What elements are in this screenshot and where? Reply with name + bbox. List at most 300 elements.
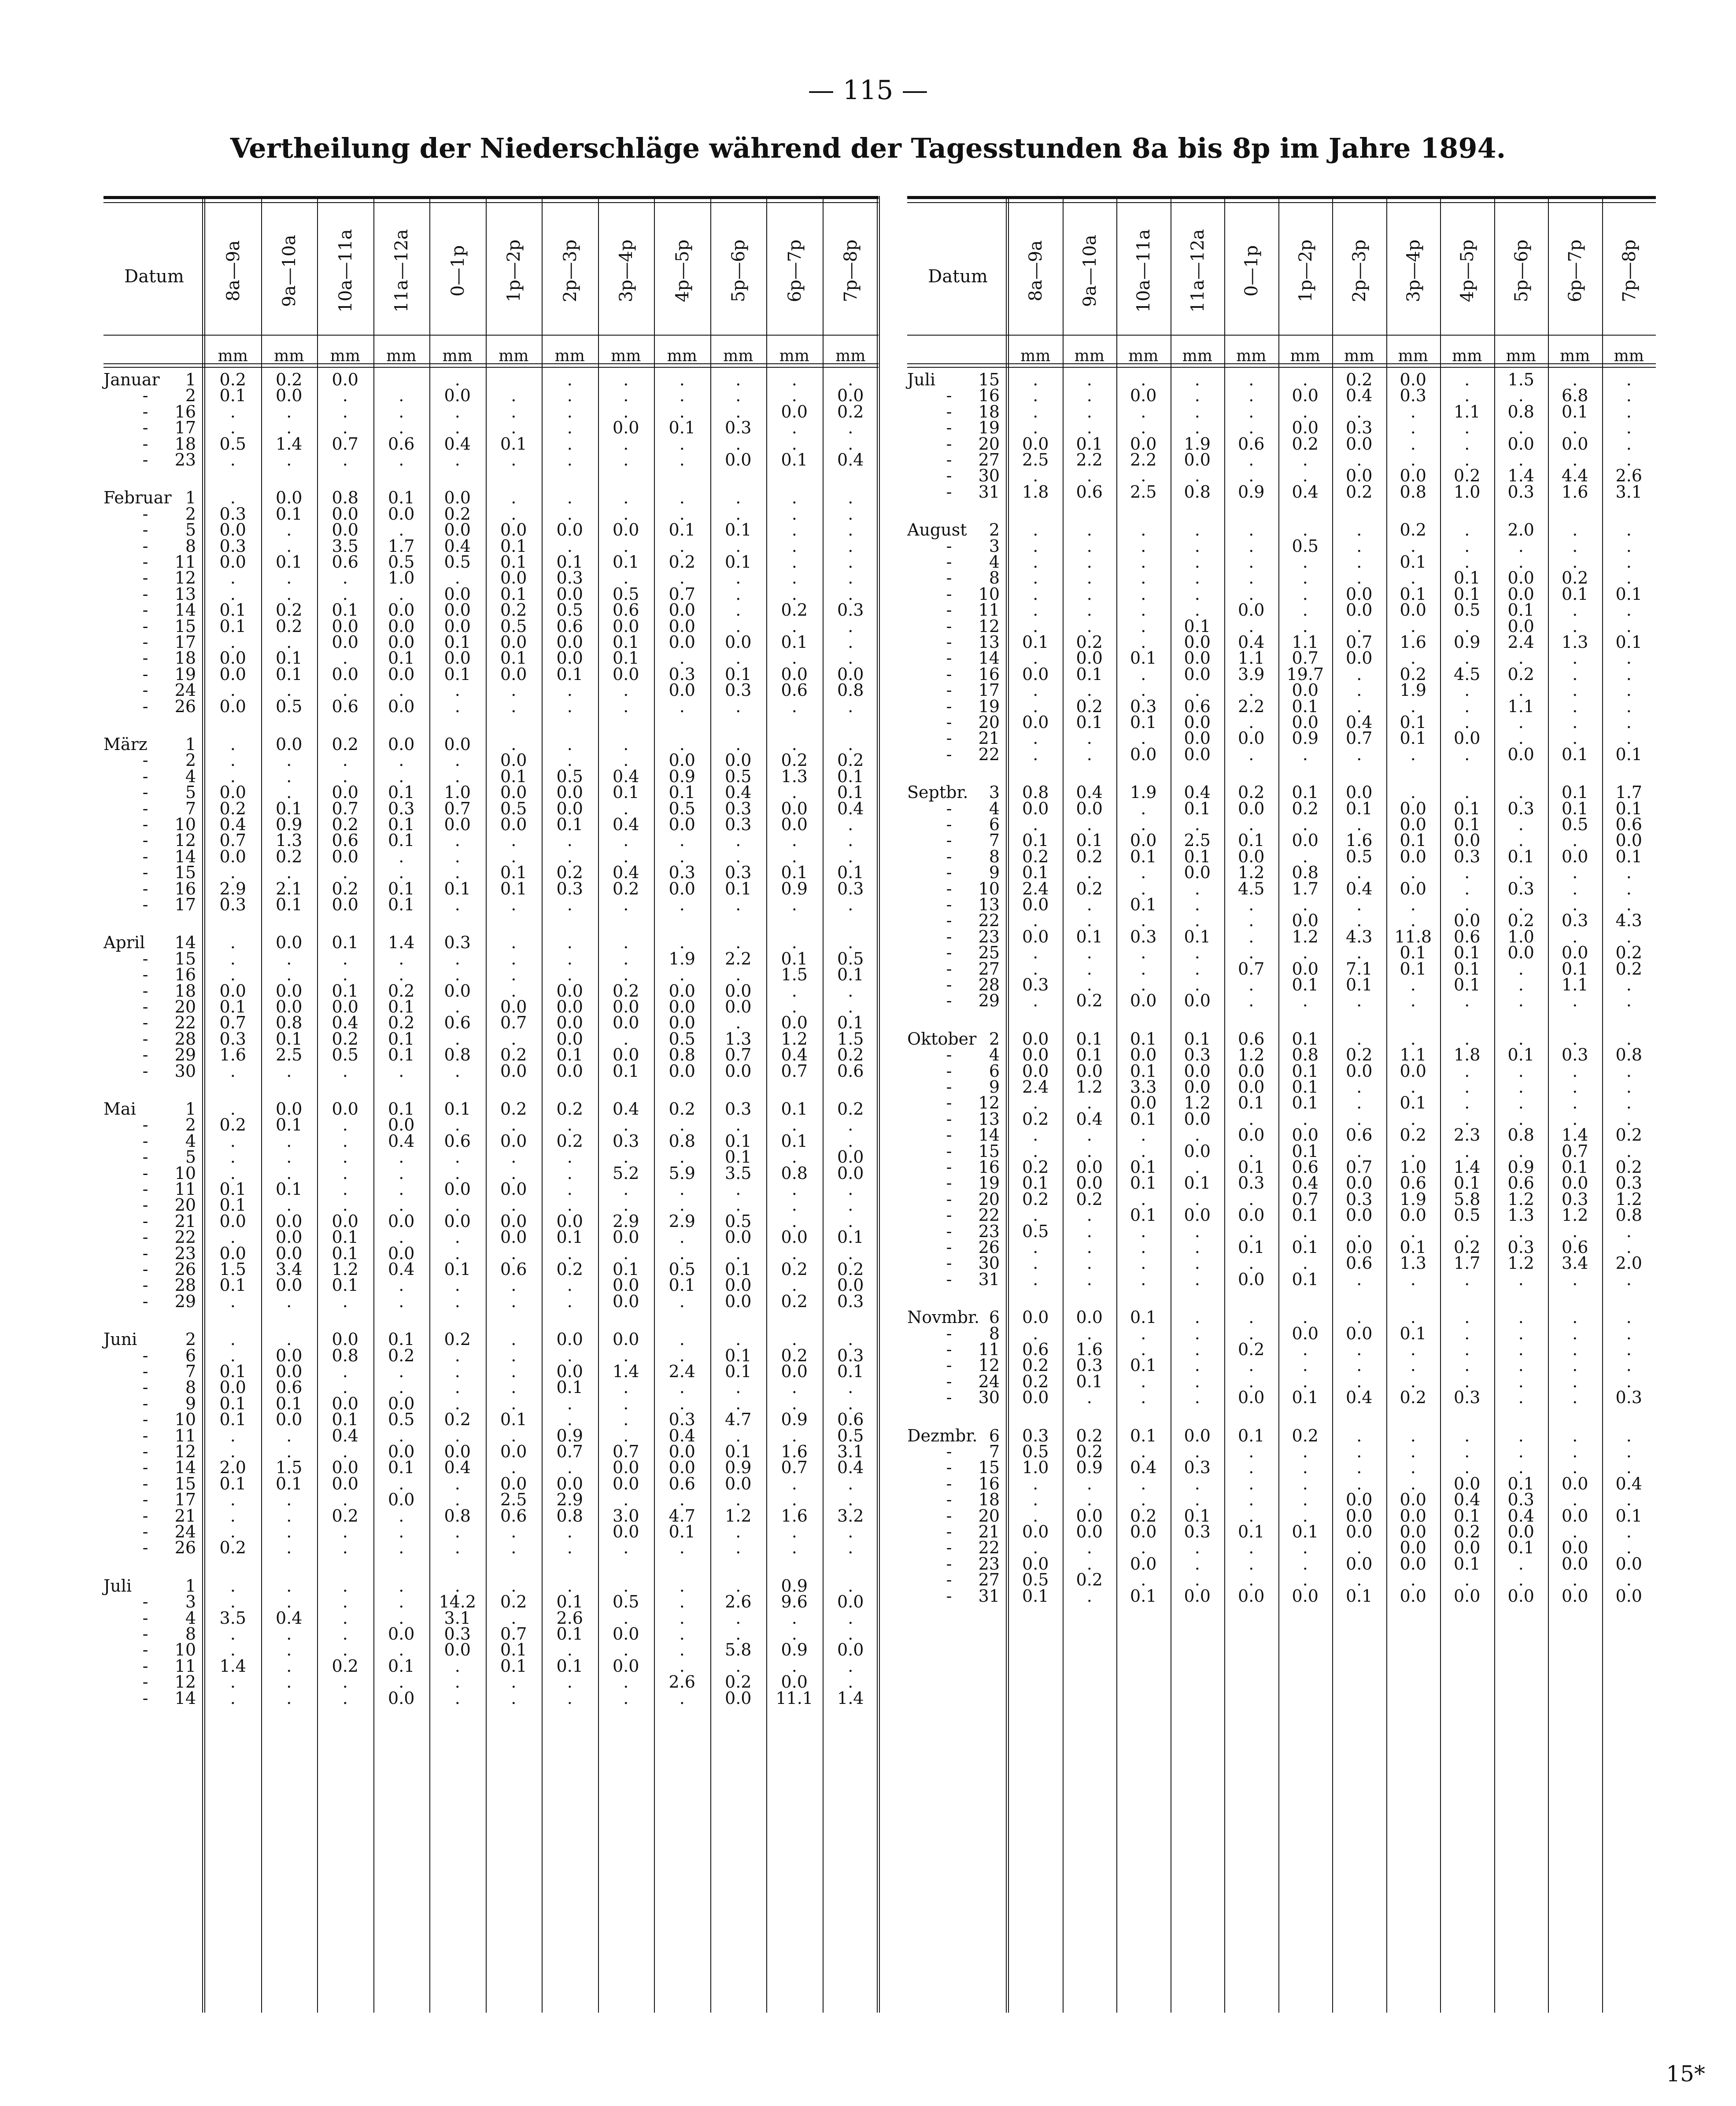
table-cell: 0.0	[669, 1061, 695, 1081]
day-number: 19	[978, 1173, 1000, 1193]
table-cell: .	[454, 1243, 460, 1263]
unit-label: mm	[218, 347, 248, 365]
table-cell: 0.1	[1454, 1506, 1481, 1526]
table-cell: .	[1141, 1221, 1146, 1241]
table-cell: .	[1626, 434, 1632, 454]
table-cell: 0.1	[1562, 798, 1588, 818]
table-cell: .	[1518, 1221, 1524, 1241]
table-cell: .	[1248, 1371, 1254, 1391]
day-number: 6	[989, 1308, 1000, 1327]
table-cell: .	[1248, 616, 1254, 636]
table-cell: 2.9	[669, 1211, 695, 1231]
table-cell: 1.2	[1507, 1189, 1534, 1209]
table-row	[103, 997, 879, 1016]
table-cell: .	[623, 1029, 629, 1049]
table-row	[103, 965, 879, 985]
table-cell: 1.7	[388, 536, 415, 556]
day-number: 13	[978, 895, 1000, 914]
table-cell: .	[1410, 1426, 1416, 1445]
table-cell: 1.9	[669, 949, 695, 968]
table-cell: .	[454, 1115, 460, 1135]
table-cell: 0.8	[444, 1045, 471, 1065]
table-cell: .	[399, 965, 404, 985]
day-number: 26	[174, 696, 196, 716]
table-cell: .	[1518, 1340, 1524, 1359]
table-cell: 0.0	[669, 997, 695, 1016]
table-row	[907, 783, 1656, 802]
continuation-dash: -	[142, 879, 148, 898]
table-cell: 0.2	[1076, 846, 1103, 866]
table-cell: 0.0	[669, 1458, 695, 1478]
table-cell: .	[848, 434, 853, 454]
table-cell: .	[1626, 402, 1632, 421]
continuation-dash: -	[946, 1045, 952, 1065]
table-cell: .	[1194, 1157, 1200, 1177]
unit-label: mm	[554, 347, 585, 365]
table-cell: 0.2	[1076, 991, 1103, 1011]
table-cell: 0.2	[500, 1592, 527, 1612]
day-number: 2	[185, 1115, 196, 1135]
table-cell: 0.2	[1454, 1238, 1481, 1257]
table-cell: .	[230, 1576, 236, 1596]
table-cell: 0.1	[276, 648, 303, 668]
table-cell: 0.0	[1238, 798, 1265, 818]
table-cell: .	[1141, 1269, 1146, 1289]
continuation-dash: -	[946, 1554, 952, 1574]
day-number: 13	[978, 632, 1000, 652]
table-cell: .	[1141, 1442, 1146, 1461]
table-cell: .	[454, 1275, 460, 1295]
table-cell: .	[1410, 1356, 1416, 1375]
day-number: 4	[989, 1045, 1000, 1065]
day-number: 3	[989, 536, 1000, 556]
table-cell: 0.0	[1238, 846, 1265, 866]
table-cell: 0.0	[388, 1688, 415, 1708]
continuation-dash: -	[946, 1061, 952, 1081]
table-cell: 0.0	[556, 1029, 583, 1049]
day-number: 27	[978, 450, 1000, 469]
unit-label: mm	[499, 347, 529, 365]
table-cell: .	[1248, 1506, 1254, 1526]
table-cell: 4.7	[725, 1410, 752, 1430]
table-cell: 0.0	[781, 664, 808, 684]
table-cell: .	[1518, 863, 1524, 883]
day-number: 3	[989, 783, 1000, 802]
table-cell: .	[1626, 927, 1632, 946]
table-cell: 0.1	[276, 1115, 303, 1135]
table-cell: 0.0	[1346, 1061, 1373, 1081]
table-cell: 0.0	[332, 997, 358, 1016]
table-cell: .	[1086, 1238, 1092, 1257]
table-cell: 1.3	[781, 766, 808, 786]
continuation-dash: -	[142, 632, 148, 652]
table-cell: 0.0	[669, 879, 695, 898]
table-cell: 1.5	[276, 1458, 303, 1478]
table-row	[103, 520, 879, 540]
table-cell: .	[1626, 1458, 1632, 1478]
table-cell: .	[1086, 1323, 1092, 1343]
table-cell: 0.1	[837, 783, 864, 802]
table-cell: .	[230, 1688, 236, 1708]
table-cell: .	[848, 1538, 853, 1558]
table-cell: 0.0	[276, 1275, 303, 1295]
table-cell: 0.4	[1454, 1490, 1481, 1510]
table-cell: .	[735, 1522, 741, 1541]
table-cell: .	[1356, 815, 1362, 834]
continuation-dash: -	[946, 1221, 952, 1241]
table-cell: 0.0	[1507, 434, 1534, 454]
table-cell: .	[230, 1163, 236, 1183]
table-cell: .	[1356, 1077, 1362, 1097]
table-cell: .	[1248, 991, 1254, 1011]
table-cell: .	[848, 1490, 853, 1510]
table-cell: 0.2	[1292, 798, 1319, 818]
table-cell: 0.0	[837, 386, 864, 406]
table-cell: .	[735, 616, 741, 636]
table-row	[103, 933, 879, 953]
continuation-dash: -	[946, 402, 952, 421]
table-cell: .	[1194, 370, 1200, 389]
table-row	[907, 680, 1656, 700]
table-cell: 0.4	[1346, 879, 1373, 898]
table-cell: .	[454, 696, 460, 716]
table-cell: 0.2	[444, 504, 471, 524]
table-cell: 0.0	[1400, 798, 1426, 818]
day-number: 1	[185, 1576, 196, 1596]
table-cell: .	[791, 504, 797, 524]
table-cell: .	[454, 450, 460, 469]
table-cell: .	[1572, 664, 1578, 684]
table-cell: 0.0	[444, 1211, 471, 1231]
table-row	[907, 1458, 1656, 1478]
table-cell: 0.1	[1292, 1141, 1319, 1161]
table-cell: 0.0	[725, 997, 752, 1016]
table-cell: .	[230, 735, 236, 754]
table-cell: 0.4	[1346, 386, 1373, 406]
table-cell: .	[1572, 1458, 1578, 1478]
table-cell: .	[1141, 1388, 1146, 1408]
day-number: 23	[978, 1221, 1000, 1241]
table-cell: 0.0	[556, 783, 583, 802]
table-cell: 0.0	[444, 815, 471, 834]
table-cell: 0.6	[388, 434, 415, 454]
table-row	[907, 831, 1656, 850]
table-cell: .	[623, 798, 629, 818]
table-cell: .	[1141, 536, 1146, 556]
table-cell: .	[1194, 536, 1200, 556]
day-number: 20	[978, 1189, 1000, 1209]
table-cell: .	[399, 1640, 404, 1660]
table-cell: .	[679, 1330, 685, 1349]
table-cell: .	[1086, 744, 1092, 764]
table-cell: 1.2	[1238, 863, 1265, 883]
table-cell: 0.1	[1130, 846, 1157, 866]
continuation-dash: -	[946, 466, 952, 486]
table-cell: .	[1141, 1538, 1146, 1558]
table-cell: 0.2	[219, 1115, 246, 1135]
continuation-dash: -	[946, 1189, 952, 1209]
table-cell: .	[1410, 1474, 1416, 1493]
table-row	[103, 831, 879, 850]
continuation-dash: -	[946, 879, 952, 898]
table-cell: 0.4	[219, 815, 246, 834]
table-cell: 0.5	[725, 1211, 752, 1231]
table-cell: .	[1518, 713, 1524, 732]
table-cell: 0.1	[1184, 1029, 1211, 1049]
table-cell: 0.7	[1292, 648, 1319, 668]
table-cell: .	[1194, 1189, 1200, 1209]
table-cell: 0.0	[388, 664, 415, 684]
day-number: 16	[174, 402, 196, 421]
table-cell: 0.2	[613, 981, 639, 1001]
table-cell: 0.4	[781, 1045, 808, 1065]
table-cell: .	[1194, 1490, 1200, 1510]
table-cell: 0.2	[500, 1099, 527, 1119]
table-cell: 0.6	[1562, 1238, 1588, 1257]
day-number: 31	[978, 1269, 1000, 1289]
table-cell: 0.0	[444, 735, 471, 754]
table-row	[907, 568, 1656, 588]
table-cell: 0.6	[1346, 1253, 1373, 1273]
day-number: 4	[989, 798, 1000, 818]
table-cell: .	[286, 949, 292, 968]
table-cell: .	[735, 1426, 741, 1445]
table-cell: 0.7	[1346, 728, 1373, 748]
table-cell: 0.4	[444, 434, 471, 454]
column-header: 2p—3p	[560, 239, 580, 303]
table-cell: .	[735, 536, 741, 556]
table-cell: 0.0	[500, 1227, 527, 1247]
day-number: 12	[978, 1093, 1000, 1113]
day-number: 17	[174, 418, 196, 438]
day-number: 15	[174, 863, 196, 883]
table-row	[907, 450, 1656, 469]
table-cell: 0.1	[1184, 616, 1211, 636]
table-cell: .	[511, 1163, 517, 1183]
table-row	[103, 536, 879, 556]
table-cell: 0.1	[1454, 568, 1481, 588]
table-cell: 0.4	[1346, 713, 1373, 732]
day-number: 23	[978, 927, 1000, 946]
table-cell: .	[1194, 1125, 1200, 1145]
table-cell: 0.1	[1238, 1426, 1265, 1445]
table-cell: 0.0	[276, 1410, 303, 1430]
unit-label: mm	[442, 347, 473, 365]
table-cell: .	[511, 386, 517, 406]
table-cell: .	[735, 846, 741, 866]
table-row	[907, 1474, 1656, 1493]
table-cell: 0.0	[388, 1624, 415, 1644]
table-cell: 0.0	[500, 1131, 527, 1151]
table-cell: 1.5	[219, 1260, 246, 1279]
table-cell: 0.0	[613, 520, 639, 540]
table-row	[907, 713, 1656, 732]
table-cell: .	[286, 1688, 292, 1708]
table-cell: 0.1	[1292, 1061, 1319, 1081]
table-cell: .	[791, 1378, 797, 1397]
table-cell: 0.1	[781, 1131, 808, 1151]
table-cell: .	[791, 1522, 797, 1541]
continuation-dash: -	[946, 568, 952, 588]
table-cell: .	[735, 386, 741, 406]
day-number: 5	[185, 520, 196, 540]
table-cell: .	[1518, 1077, 1524, 1097]
table-cell: 2.0	[1507, 520, 1534, 540]
table-row	[907, 1157, 1656, 1177]
table-cell: .	[567, 1672, 573, 1692]
table-cell: 0.0	[725, 750, 752, 770]
table-cell: 0.7	[332, 798, 358, 818]
table-cell: .	[623, 735, 629, 754]
table-cell: .	[1194, 520, 1200, 540]
table-cell: .	[399, 863, 404, 883]
table-cell: .	[1033, 1474, 1038, 1493]
table-row	[907, 520, 1656, 540]
unit-label: mm	[1290, 347, 1320, 365]
table-cell: 0.1	[1292, 783, 1319, 802]
table-cell: .	[1086, 1538, 1092, 1558]
table-cell: .	[511, 1522, 517, 1541]
table-row	[907, 1029, 1656, 1049]
table-cell: .	[1248, 1189, 1254, 1209]
continuation-dash: -	[142, 1179, 148, 1199]
table-cell: .	[679, 1147, 685, 1167]
table-cell: 0.0	[1130, 831, 1157, 850]
table-cell: 0.0	[1130, 991, 1157, 1011]
table-cell: 0.2	[1076, 1426, 1103, 1445]
table-cell: 0.3	[725, 680, 752, 700]
table-cell: .	[286, 1330, 292, 1349]
day-number: 22	[174, 1013, 196, 1033]
table-cell: 0.1	[276, 1179, 303, 1199]
table-cell: 0.5	[1562, 815, 1588, 834]
table-cell: 0.2	[1400, 520, 1426, 540]
month-label: Oktober	[907, 1029, 977, 1049]
table-cell: 1.6	[781, 1506, 808, 1526]
table-cell: 0.5	[1454, 600, 1481, 620]
table-cell: 0.5	[725, 766, 752, 786]
table-cell: 0.2	[837, 1045, 864, 1065]
table-cell: 0.1	[219, 386, 246, 406]
table-cell: 0.0	[1400, 1506, 1426, 1526]
table-cell: 0.0	[1562, 1173, 1588, 1193]
table-top-rule	[907, 196, 1656, 199]
table-cell: 0.1	[1292, 1522, 1319, 1541]
table-cell: 0.2	[500, 1045, 527, 1065]
table-cell: .	[1518, 1458, 1524, 1478]
continuation-dash: -	[142, 766, 148, 786]
table-cell: .	[1033, 696, 1038, 716]
table-row	[907, 815, 1656, 834]
table-cell: 0.0	[1400, 815, 1426, 834]
day-number: 8	[989, 568, 1000, 588]
table-cell: .	[679, 370, 685, 389]
table-cell: 0.4	[613, 863, 639, 883]
day-number: 16	[174, 879, 196, 898]
table-cell: .	[1086, 1554, 1092, 1574]
table-row	[103, 1592, 879, 1612]
table-cell: 0.0	[1238, 728, 1265, 748]
table-cell: .	[679, 648, 685, 668]
table-cell: .	[1410, 1269, 1416, 1289]
table-cell: .	[1356, 696, 1362, 716]
table-cell: 0.0	[276, 386, 303, 406]
continuation-dash: -	[142, 1656, 148, 1676]
table-cell: 0.9	[1507, 1157, 1534, 1177]
continuation-dash: -	[142, 846, 148, 866]
table-cell: 0.1	[1507, 846, 1534, 866]
table-cell: 0.0	[1292, 680, 1319, 700]
table-cell: .	[791, 488, 797, 508]
continuation-dash: -	[142, 1458, 148, 1478]
table-cell: .	[286, 1538, 292, 1558]
table-cell: .	[1302, 1474, 1308, 1493]
table-cell: 0.2	[837, 402, 864, 421]
table-cell: .	[454, 766, 460, 786]
continuation-dash: -	[142, 1045, 148, 1065]
table-cell: .	[735, 1656, 741, 1676]
table-cell: .	[623, 1195, 629, 1215]
table-cell: 0.0	[1346, 1173, 1373, 1193]
continuation-dash: -	[946, 1125, 952, 1145]
table-cell: 0.0	[1292, 713, 1319, 732]
table-cell: .	[848, 552, 853, 572]
unit-label: mm	[1506, 347, 1536, 365]
table-row	[907, 696, 1656, 716]
table-cell: 0.0	[1076, 1157, 1103, 1177]
table-cell: 0.7	[1346, 632, 1373, 652]
table-cell: .	[511, 831, 517, 850]
table-cell: .	[1248, 466, 1254, 486]
day-number: 11	[978, 1340, 1000, 1359]
table-row	[103, 1672, 879, 1692]
unit-label: mm	[1398, 347, 1428, 365]
page-title: Vertheilung der Niederschläge während der Tagesstunden 8a bis 8p im Jahre 1894.	[230, 132, 1506, 164]
continuation-dash: -	[142, 434, 148, 454]
table-cell: .	[454, 831, 460, 850]
table-cell: .	[342, 1688, 348, 1708]
table-cell: 0.6	[444, 1013, 471, 1033]
table-cell: .	[1194, 1474, 1200, 1493]
table-row	[907, 482, 1656, 502]
table-cell: 0.1	[837, 863, 864, 883]
table-row	[907, 1125, 1656, 1145]
table-cell: .	[1086, 1388, 1092, 1408]
table-cell: 0.0	[669, 600, 695, 620]
continuation-dash: -	[946, 1093, 952, 1113]
continuation-dash: -	[142, 815, 148, 834]
table-cell: 0.6	[1346, 1125, 1373, 1145]
table-cell: 0.0	[1507, 584, 1534, 604]
table-cell: .	[230, 949, 236, 968]
table-cell: .	[567, 680, 573, 700]
day-number: 2	[185, 750, 196, 770]
table-cell: .	[511, 981, 517, 1001]
table-cell: .	[679, 1345, 685, 1365]
table-cell: .	[1518, 895, 1524, 914]
table-cell: .	[848, 568, 853, 588]
table-cell: .	[454, 863, 460, 883]
table-cell: .	[1248, 552, 1254, 572]
table-cell: 0.3	[1562, 1189, 1588, 1209]
table-cell: 0.0	[556, 520, 583, 540]
table-cell: 0.8	[1022, 783, 1049, 802]
table-cell: 0.1	[725, 1147, 752, 1167]
table-cell: 0.4	[1507, 1506, 1534, 1526]
table-cell: 0.2	[219, 798, 246, 818]
table-cell: .	[399, 680, 404, 700]
table-cell: 0.3	[444, 933, 471, 953]
